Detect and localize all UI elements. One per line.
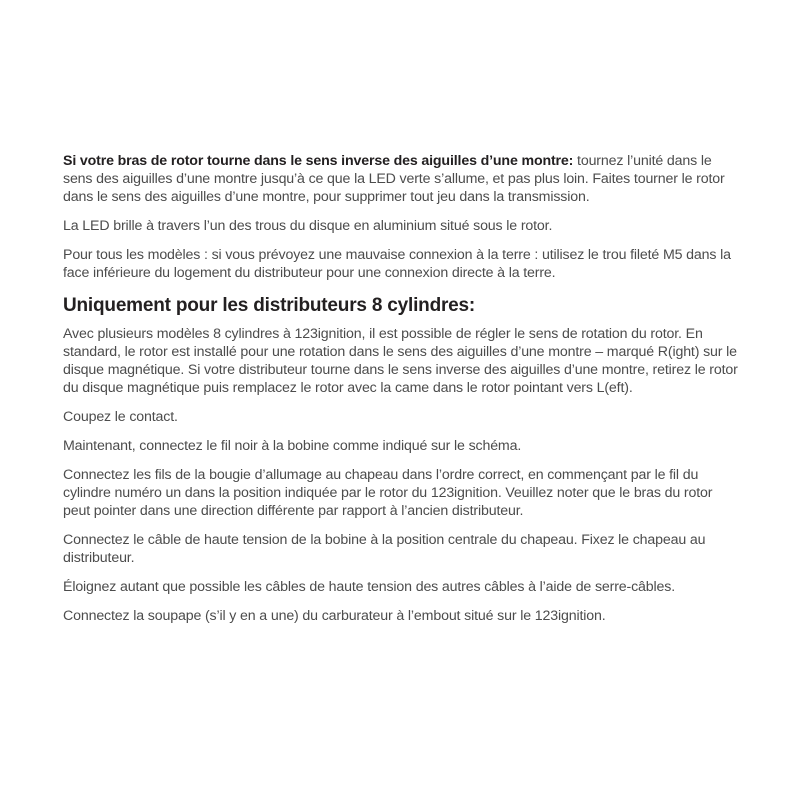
paragraph-ignition-off: Coupez le contact. (63, 409, 178, 425)
paragraph-spark-plug-wires: Connectez les fils de la bougie d’allumage au chapeau dans l’ordre correct, en commençant par le fil du cylindre numéro un dans la position indiquée par le rotor du 123ignition. Veuillez noter que le bras du rotor peut pointer dans une direction différente par rapport à l’ancien distributeur. (63, 467, 713, 519)
paragraph-ht-cable-cap: Connectez le câble de haute tension de la bobine à la position centrale du chapeau. Fixez le chapeau au distributeur. (63, 532, 706, 566)
paragraph-cable-ties: Éloignez autant que possible les câbles de haute tension des autres câbles à l’aide de serre-câbles. (63, 579, 676, 595)
paragraph-rotor-counterclockwise (63, 152, 739, 206)
paragraph-vacuum-valve: Connectez la soupape (s’il y en a une) du carburateur à l’embout situé sur le 123ignition. (63, 608, 606, 624)
bold-lead-in: Si votre bras de rotor tourne dans le sens inverse des aiguilles d’une montre: (63, 153, 574, 169)
manual-text-content (63, 152, 739, 636)
paragraph-8-cylinder-rotation: Avec plusieurs modèles 8 cylindres à 123ignition, il est possible de régler le sens de rotation du rotor. En standard, le rotor est installé pour une rotation dans le sens des aiguilles d’une montre – marqué R(ight) sur le disque magnétique. Si votre distributeur tourne dans le sens inverse des aiguilles d’une montre, retirez le rotor du disque magnétique puis remplacez le rotor avec la came dans le rotor pointant vers L(eft). (63, 326, 738, 396)
paragraph-black-wire-coil: Maintenant, connectez le fil noir à la bobine comme indiqué sur le schéma. (63, 438, 522, 454)
section-heading-8-cylinders: Uniquement pour les distributeurs 8 cylindres: (63, 295, 476, 316)
paragraph-rotor-counterclockwise-text: tournez l’unité dans le sens des aiguilles d’une montre jusqu’à ce que la LED verte s’allume, et pas plus loin. Faites tourner le rotor dans le sens des aiguilles d’une montre, pour supprimer tout jeu dans la transmission. (63, 153, 725, 205)
paragraph-led-hole: La LED brille à travers l’un des trous du disque en aluminium situé sous le rotor. (63, 218, 553, 234)
paragraph-ground-connection: Pour tous les modèles : si vous prévoyez une mauvaise connexion à la terre : utilisez le trou fileté M5 dans la face inférieure du logement du distributeur pour une connexion directe à la terre. (63, 247, 731, 281)
